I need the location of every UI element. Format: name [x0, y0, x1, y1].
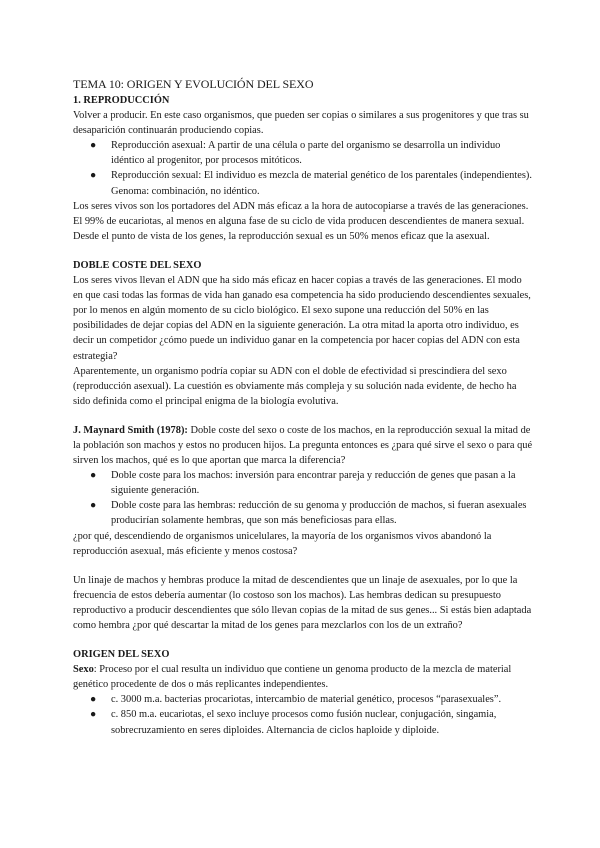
paragraph-linaje: Un linaje de machos y hembras produce la mitad de descendientes que un linaje de asexuales, por lo que la frecuencia de estos debería aumentar (lo costoso son los machos). Las hembras dedican su presupuesto reproductivo a producir descendientes que sólo llevan copias de la mitad de sus genes... Si estás bien adaptada como hembra ¿por qué descartar la mitad de los genes para mezclarlos con los de un extraño?	[73, 574, 532, 631]
section-heading-reproduccion: 1. REPRODUCCIÓN	[73, 95, 170, 106]
list-item: ● Doble coste para las hembras: reducción de su genoma y producción de machos, si fueran asexuales producirían solamente hembras, que son más beneficiosas para ellas.	[90, 500, 527, 527]
list-item: ● c. 850 m.a. eucariotas, el sexo incluye procesos como fusión nuclear, conjugación, singamia, sobrecruzamiento en seres diploides. Alternancia de ciclos haploide y diploide.	[90, 709, 497, 736]
author-citation: J. Maynard Smith (1978):	[73, 424, 188, 436]
paragraph-por-que: ¿por qué, descendiendo de organismos unicelulares, la mayoría de los organismos vivos abandonó la reproducción asexual, más eficiente y menos costosa?	[73, 530, 492, 557]
paragraph-reproduccion-intro: Volver a producir. En este caso organismos, que pueden ser copias o similares a sus progenitores y que tras su desaparición continuarán produciendo copias.	[73, 110, 529, 137]
document-content	[73, 76, 533, 738]
list-item: ● Reproducción asexual: A partir de una célula o parte del organismo se desarrolla un individuo idéntico al progenitor, por procesos mitóticos.	[90, 140, 501, 167]
page-title: TEMA 10: ORIGEN Y EVOLUCIÓN DEL SEXO	[73, 77, 314, 91]
bullet-list-reproduccion	[73, 138, 533, 198]
paragraph-seres-vivos: Los seres vivos son los portadores del ADN más eficaz a la hora de autocopiarse a través de las generaciones. El 99% de eucariotas, al menos en alguna fase de su ciclo de vida producen descendientes de manera sexual. Desde el punto de vista de los genes, la reproducción sexual es un 50% menos eficaz que la asexual.	[73, 200, 529, 242]
list-item: ● c. 3000 m.a. bacterias procariotas, intercambio de material genético, procesos “parasexuales”.	[73, 692, 533, 707]
list-item: ● Doble coste para los machos: inversión para encontrar pareja y reducción de genes que pasan a la siguiente generación.	[90, 470, 516, 497]
bullet-list-origen	[73, 692, 533, 737]
definition-term: Sexo	[73, 664, 94, 676]
bullet-icon: ●	[90, 694, 97, 706]
paragraph-doble-coste-1: Los seres vivos llevan el ADN que ha sido más eficaz en hacer copias a través de las generaciones. El modo en que casi todas las formas de vida han ganado esa competencia ha sido produciendo descendientes sexuales, por lo menos en algún momento de su ciclo biológico. El sexo supone una reducción del 50% en las posibilidades de dejar copias del ADN en la siguiente generación. La otra mitad la aporta otro individuo, es decir un competidor ¿cómo puede un individuo ganar en la competencia por hacer copias del ADN con esta estrategia?	[73, 275, 531, 362]
bullet-icon: ●	[90, 140, 97, 152]
paragraph-doble-coste-2: Aparentemente, un organismo podría copiar su ADN con el doble de efectividad si prescindiera del sexo (reproducción asexual). La cuestión es obviamente más compleja y su solución nada evidente, de hecho ha sido definida como el principal enigma de la biología evolutiva.	[73, 365, 517, 407]
paragraph-maynard-smith: J. Maynard Smith (1978): Doble coste del sexo o coste de los machos, en la reproducción sexual la mitad de la población son machos y estos no producen hijos. La pregunta entonces es ¿para qué sirve el sexo o para qué sirven los machos, qué es lo que aportan que marca la diferencia?	[73, 424, 533, 467]
bullet-list-doble-coste	[73, 468, 533, 528]
bullet-icon: ●	[90, 170, 97, 182]
bullet-icon: ●	[90, 709, 97, 721]
section-heading-doble-coste: DOBLE COSTE DEL SEXO	[73, 259, 202, 271]
section-heading-origen-sexo: ORIGEN DEL SEXO	[73, 649, 170, 661]
list-item: ● Reproducción sexual: El individuo es mezcla de material genético de los parentales (independientes). Genoma: combinación, no idéntico.	[90, 170, 532, 197]
bullet-icon: ●	[90, 500, 97, 512]
paragraph-sexo-definicion: Sexo: Proceso por el cual resulta un individuo que contiene un genoma producto de la mezcla de material genético procedente de dos o más replicantes independientes.	[73, 664, 512, 691]
bullet-icon: ●	[90, 470, 97, 482]
